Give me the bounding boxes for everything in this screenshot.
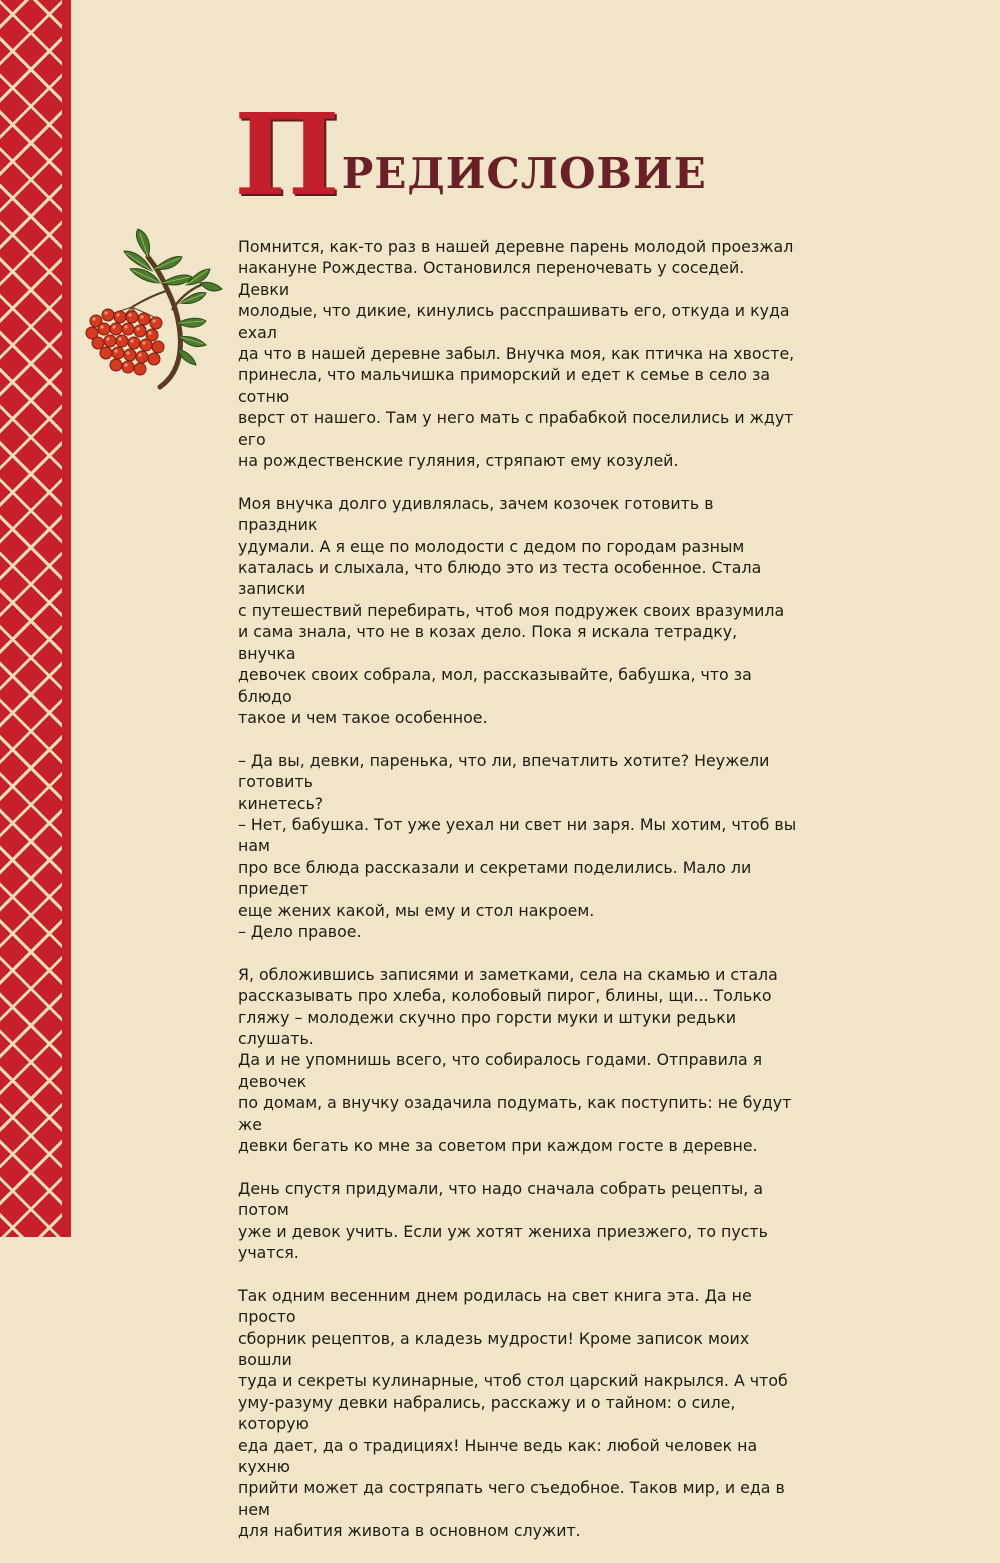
title-text: редисловие <box>341 133 707 203</box>
paragraph: Так одним весенним днем родилась на свет книга эта. Да не просто сборник рецептов, а кладезь мудрости! Кроме записок моих вошли туда и секреты кулинарные, чтоб стол царский накрылся. А чтоб уму-разуму девки набрались, расскажу и о тайном: о силе, которую еда дает, да о традициях! Нынче ведь как: любой человек на кухню прийти может да состряпать чего съедобное. Таков мир, и еда в нем для набития живота в основном служит. <box>238 1285 788 1541</box>
ornament-border-edge <box>62 0 71 1237</box>
paragraph: Помнится, как-то раз в нашей деревне парень молодой проезжал накануне Рождества. Остановился переночевать у соседей. Девки молодые, что дикие, кинулись расспрашивать его, откуда и куда ехал да что в нашей деревне забыл. Внучка моя, как птичка на хвосте, принесла, что мальчишка приморский и едет к семье в село за сотню верст от нашего. Там у него мать с прабабкой поселились и ждут его на рождественские гуляния, стряпают ему козулей. <box>238 237 795 471</box>
title-drop-cap: П <box>234 90 340 221</box>
page-title <box>234 90 707 221</box>
preface-body <box>238 236 798 1563</box>
paragraph: Я, обложившись записями и заметками, села на скамью и стала рассказывать про хлеба, колобовый пирог, блины, щи... Только гляжу – молодежи скучно про горсти муки и штуки редьки слушать. Да и не упомнишь всего, что собиралось годами. Отправила я девочек по домам, а внучку озадачила подумать, как поступить: не будут же девки бегать ко мне за советом при каждом госте в деревне. <box>238 964 792 1156</box>
paragraph: День спустя придумали, что надо сначала собрать рецепты, а потом уже и девок учить. Если уж хотят жениха приезжего, то пусть учатся. <box>238 1178 768 1263</box>
rowan-berries-icon <box>82 225 227 395</box>
paragraph: – Да вы, девки, паренька, что ли, впечатлить хотите? Неужели готовить кинетесь? – Нет, бабушка. Тот уже уехал ни свет ни заря. Мы хотим, чтоб вы нам про все блюда рассказали и секретами поделились. Мало ли приедет еще жених какой, мы ему и стол накроем. – Дело правое. <box>238 750 797 941</box>
paragraph: Моя внучка долго удивлялась, зачем козочек готовить в праздник удумали. А я еще по молодости с дедом по городам разным каталась и слыхала, что блюдо это из теста особенное. Стала записки с путешествий перебирать, чтоб моя подружек своих вразумила и сама знала, что не в козах дело. Пока я искала тетрадку, внучка девочек своих собрала, мол, рассказывайте, бабушка, что за блюдо такое и чем такое особенное. <box>238 493 785 727</box>
ornament-border <box>0 0 62 1237</box>
